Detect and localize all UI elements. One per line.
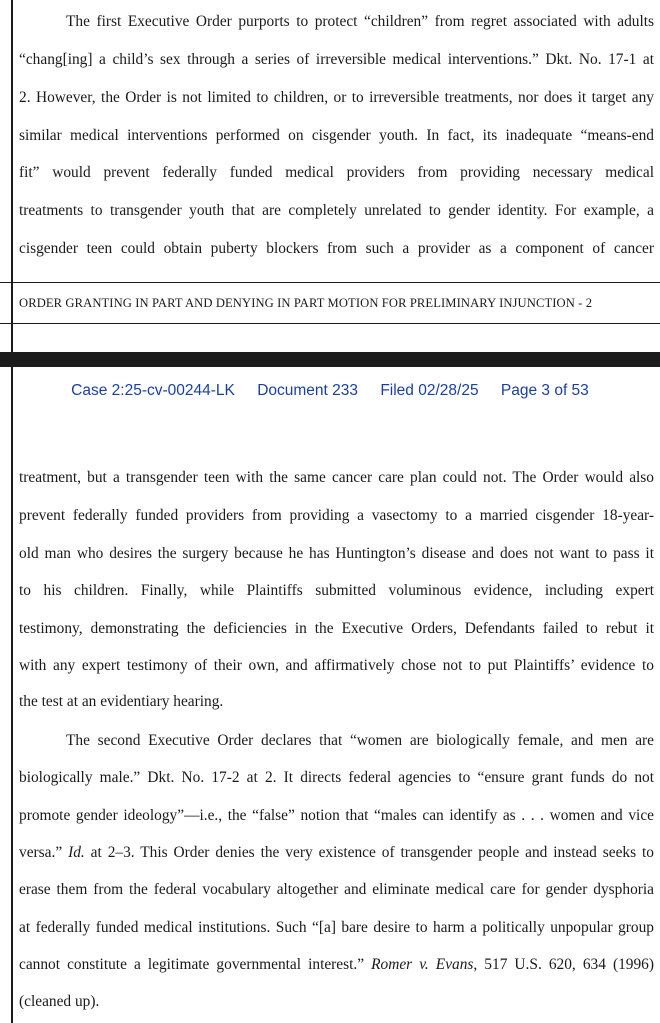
footer-rule-bottom xyxy=(0,323,660,324)
body-line: prevent federally funded providers from providing a vasectomy to a married cisgender 18-year- xyxy=(19,507,654,524)
footer-rule xyxy=(0,282,660,283)
citation-id: Id. xyxy=(68,844,85,861)
body-line: promote gender ideology”—i.e., the “false” notion that “males can identify as . . . women and vice xyxy=(19,807,654,824)
filed-date: Filed 02/28/25 xyxy=(380,382,479,399)
body-line: the test at an evidentiary hearing. xyxy=(19,693,224,710)
body-line: The second Executive Order declares that “women are biologically female, and men are xyxy=(66,732,654,749)
body-line xyxy=(19,955,654,975)
body-line: cisgender teen could obtain puberty blockers from such a provider as a component of cancer xyxy=(19,240,654,257)
body-line: 2. However, the Order is not limited to children, or to irreversible treatments, nor does it target any xyxy=(19,89,654,106)
body-line: treatment, but a transgender teen with the same cancer care plan could not. The Order would also xyxy=(19,469,654,486)
left-margin-rule-top xyxy=(11,0,13,352)
ecf-header xyxy=(0,382,660,400)
text-run: at 2–3. This Order denies the very existence of transgender people and instead seeks to xyxy=(84,844,655,861)
text-run: cannot constitute a legitimate governmental interest.” xyxy=(19,956,372,973)
body-line: at federally funded medical institutions. Such “[a] bare desire to harm a politically unpopular group xyxy=(19,919,654,936)
body-line: treatments to transgender youth that are completely unrelated to gender identity. For example, a xyxy=(19,202,654,219)
body-line: The first Executive Order purports to protect “children” from regret associated with adults xyxy=(66,13,654,30)
body-line: “chang[ing] a child’s sex through a series of irreversible medical interventions.” Dkt. No. 17-1 at xyxy=(19,51,654,68)
text-run: versa.” xyxy=(19,844,69,861)
body-line: similar medical interventions performed on cisgender youth. In fact, its inadequate “means-end xyxy=(19,127,654,144)
left-margin-rule-bottom xyxy=(11,367,13,1023)
page-number: Page 3 of 53 xyxy=(500,382,589,399)
body-line: to his children. Finally, while Plaintiffs submitted voluminous evidence, including expert xyxy=(19,582,654,599)
page-footer: ORDER GRANTING IN PART AND DENYING IN PART MOTION FOR PRELIMINARY INJUNCTION - 2 xyxy=(19,296,593,310)
text-run: , 517 U.S. 620, 634 (1996) xyxy=(473,956,654,973)
case-citation: Romer v. Evans xyxy=(371,956,474,973)
body-line: testimony, demonstrating the deficiencies in the Executive Orders, Defendants failed to rebut it xyxy=(19,620,654,637)
body-line: fit” would prevent federally funded medical providers from providing necessary medical xyxy=(19,164,654,181)
document-number: Document 233 xyxy=(257,382,359,399)
body-line: old man who desires the surgery because he has Huntington’s disease and does not want to pass it xyxy=(19,545,654,562)
page-break-band xyxy=(0,352,660,367)
body-line: erase them from the federal vocabulary altogether and eliminate medical care for gender dysphoria xyxy=(19,881,654,898)
body-line: biologically male.” Dkt. No. 17-2 at 2. It directs federal agencies to “ensure grant funds do not xyxy=(19,769,654,786)
body-line: with any expert testimony of their own, and affirmatively chose not to put Plaintiffs’ evidence to xyxy=(19,657,654,674)
body-line: (cleaned up). xyxy=(19,993,100,1010)
body-line xyxy=(19,843,654,863)
case-number: Case 2:25-cv-00244-LK xyxy=(71,382,235,399)
